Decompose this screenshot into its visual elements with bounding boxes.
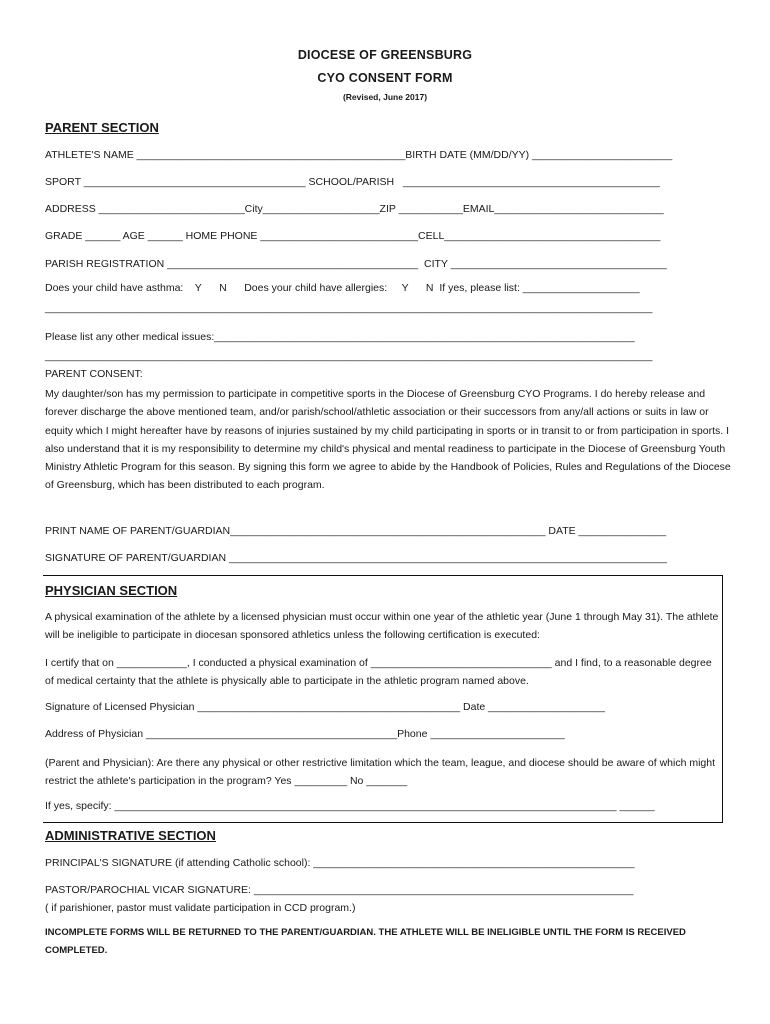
physician-signature-line[interactable]: Signature of Licensed Physician _____________________________________________ Date ____________________ — [45, 701, 605, 713]
grade-phone-line[interactable]: GRADE ______ AGE ______ HOME PHONE ___________________________CELL_____________________________________ — [45, 230, 661, 242]
pastor-note: ( if parishioner, pastor must validate participation in CCD program.) — [45, 902, 356, 914]
section-divider — [43, 575, 723, 576]
incomplete-warning: INCOMPLETE FORMS WILL BE RETURNED TO THE PARENT/GUARDIAN. THE ATHLETE WILL BE INELIGIBLE UNTIL THE FORM IS RECEIVED COMPLETED. — [45, 927, 686, 957]
principal-signature-line[interactable]: PRINCIPAL'S SIGNATURE (if attending Catholic school): _______________________________________________________ — [45, 857, 635, 869]
print-name-line[interactable]: PRINT NAME OF PARENT/GUARDIAN______________________________________________________ DATE _______________ — [45, 525, 667, 537]
physician-intro: A physical examination of the athlete by a licensed physician must occur within one year of the athletic year (June 1 through May 31). The athlete will be ineligible to participate in diocesan sponsored athletics unless the following certification is executed: — [45, 611, 719, 642]
revised-date: (Revised, June 2017) — [342, 92, 428, 102]
restriction-question[interactable]: (Parent and Physician): Are there any physical or other restrictive limitation which the team, league, and diocese should be aware of which might restrict the athlete's participation in the program? Yes _________ No _______ — [45, 757, 716, 788]
physician-certification[interactable]: I certify that on ____________, I conducted a physical examination of _______________________________ and I find, to a reasonable degree of medical certainty that the athlete is physically able to participate in the athletic program named above. — [45, 657, 712, 688]
section-divider — [43, 822, 723, 823]
admin-section-heading: ADMINISTRATIVE SECTION — [45, 828, 216, 843]
parent-consent-label: PARENT CONSENT: — [45, 368, 143, 380]
restriction-specify-line[interactable]: If yes, specify: ______________________________________________________________________________________ ______ — [45, 800, 655, 812]
parent-consent-text: My daughter/son has my permission to participate in competitive sports in the Diocese of Greensburg CYO Programs. I do hereby release and forever discharge the above mentioned team, and/or parish/school/athletic association or their successors from any/all actions or suits in law or equity which I might hereafter have by reasons of injuries sustained by my child participating in sports or in transit to or from participation in sports. I also understand that it is my responsibility to determine my child's physical and mental readiness to participate in the Diocese of Greensburg Youth Ministry Athletic Program for this season. By signing this form we agree to abide by the Handbook of Policies, Rules and Regulations of the Diocese of Greensburg, which has been distributed to each program. — [45, 388, 731, 492]
diocese-title: DIOCESE OF GREENSBURG — [297, 48, 473, 62]
form-title: CYO CONSENT FORM — [317, 71, 453, 85]
allergies-blank-line[interactable]: ________________________________________________________________________________________________________ — [45, 302, 653, 314]
pastor-signature-line[interactable]: PASTOR/PAROCHIAL VICAR SIGNATURE: _________________________________________________________________ — [45, 884, 634, 896]
section-border-right — [722, 575, 723, 823]
medical-blank-line[interactable]: ________________________________________________________________________________________________________ — [45, 350, 653, 362]
physician-address-line[interactable]: Address of Physician ___________________________________________Phone _______________________ — [45, 728, 565, 740]
parent-signature-line[interactable]: SIGNATURE OF PARENT/GUARDIAN ___________________________________________________________________________ — [45, 552, 667, 564]
sport-school-line[interactable]: SPORT ______________________________________ SCHOOL/PARISH ____________________________________________ — [45, 176, 660, 188]
medical-issues-line[interactable]: Please list any other medical issues:________________________________________________________________________ — [45, 331, 635, 343]
parent-section-heading: PARENT SECTION — [45, 120, 159, 135]
asthma-allergies-line[interactable]: Does your child have asthma: Y N Does your child have allergies: Y N If yes, please list: ____________________ — [45, 282, 640, 294]
physician-section-heading: PHYSICIAN SECTION — [45, 583, 178, 598]
parish-registration-line[interactable]: PARISH REGISTRATION ___________________________________________ CITY _____________________________________ — [45, 258, 667, 270]
address-line[interactable]: ADDRESS _________________________City____________________ZIP ___________EMAIL_____________________________ — [45, 203, 664, 215]
athlete-name-line[interactable]: ATHLETE'S NAME ______________________________________________BIRTH DATE (MM/DD/YY) ________________________ — [45, 149, 673, 161]
